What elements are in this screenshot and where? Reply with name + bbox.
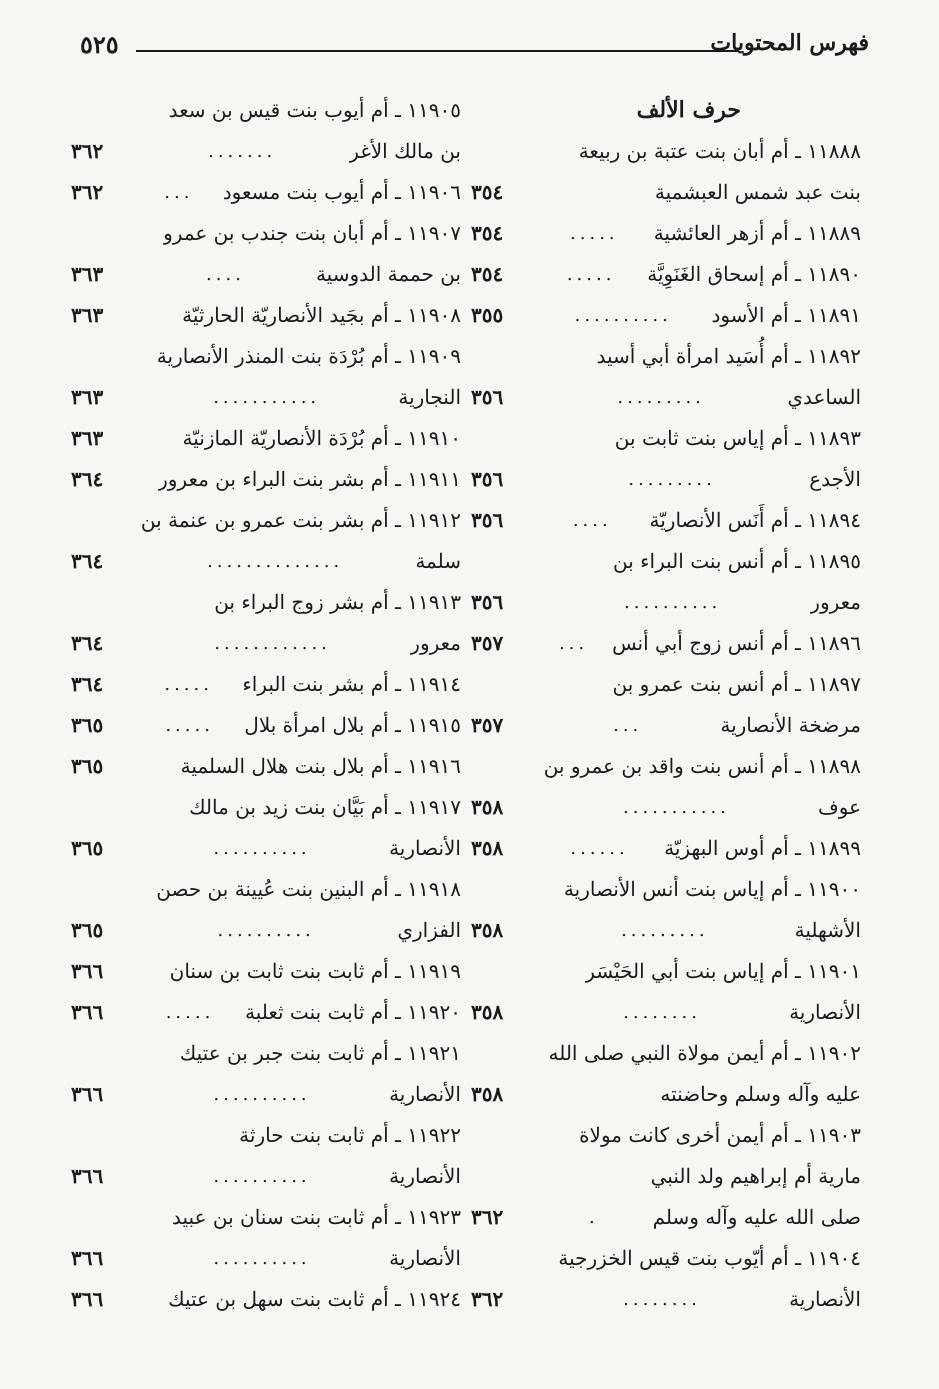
toc-entry-line xyxy=(71,787,461,828)
entry-text: ١١٩٢٠ ـ أم ثابت بنت ثعلبة xyxy=(244,1000,461,1024)
toc-entry-line xyxy=(471,1156,861,1197)
page-ref: ٣٥٦ xyxy=(471,467,504,491)
page-ref: ٣٦٦ xyxy=(71,1164,104,1188)
entry-text: الأنصارية xyxy=(789,1287,861,1311)
leader-dots: ......... xyxy=(617,387,705,408)
toc-entry-line xyxy=(71,664,461,705)
page-ref: ٣٦٣ xyxy=(71,262,104,286)
entry-text: ١١٨٩٦ ـ أم أنس زوج أبي أنس xyxy=(612,631,861,655)
page-ref: ٣٦٦ xyxy=(71,1082,104,1106)
toc-entry-line xyxy=(71,1279,461,1320)
running-title: فهرس المحتويات xyxy=(710,30,869,56)
page-ref: ٣٥٨ xyxy=(471,836,504,860)
entry-text: الأنصارية xyxy=(389,1164,461,1188)
toc-entry-line xyxy=(71,1156,461,1197)
leader-dots: .......... xyxy=(213,1166,311,1187)
leader-dots: ... xyxy=(558,633,589,654)
leader-dots: ........... xyxy=(213,387,321,408)
toc-entry-line xyxy=(71,1238,461,1279)
page-header xyxy=(70,22,869,62)
page-ref: ٣٥٨ xyxy=(471,918,504,942)
toc-entry-line xyxy=(471,910,861,951)
toc-entry-line xyxy=(71,705,461,746)
page-ref: ٣٦٥ xyxy=(71,754,104,778)
page-ref: ٣٦٢ xyxy=(471,1205,504,1229)
entry-text: ١١٩١٣ ـ أم بشر زوج البراء بن xyxy=(214,590,461,614)
entry-text: ١١٩٠٠ ـ أم إياس بنت أنس الأنصارية xyxy=(563,877,861,901)
leader-dots: .......... xyxy=(574,305,672,326)
toc-entry-line xyxy=(71,1115,461,1156)
toc-entry-line xyxy=(471,746,861,787)
page-ref: ٣٦٦ xyxy=(71,1000,104,1024)
page-ref: ٣٦٤ xyxy=(71,672,104,696)
entry-text: عليه وآله وسلم وحاضنته xyxy=(660,1082,861,1106)
toc-entry-line xyxy=(471,869,861,910)
entry-text: عوف xyxy=(818,795,861,819)
left-column xyxy=(71,90,461,1320)
entry-text: ١١٩١٧ ـ أم بَيَّان بنت زيد بن مالك xyxy=(189,795,461,819)
page-ref: ٣٥٦ xyxy=(471,590,504,614)
toc-entry-line xyxy=(471,1074,861,1115)
leader-dots: ....... xyxy=(208,141,277,162)
page-ref: ٣٦٦ xyxy=(71,1287,104,1311)
entry-text: ١١٨٩٨ ـ أم أنس بنت واقد بن عمرو بن xyxy=(543,754,861,778)
toc-entry-line xyxy=(471,951,861,992)
toc-entry-line xyxy=(71,254,461,295)
entry-text: ١١٩٠٣ ـ أم أيمن أخرى كانت مولاة xyxy=(579,1123,861,1147)
toc-entry-line xyxy=(71,377,461,418)
entry-text: ١١٩٠٢ ـ أم أيمن مولاة النبي صلى الله xyxy=(548,1041,861,1065)
entry-text: النجارية xyxy=(398,385,461,409)
page-ref: ٣٦٢ xyxy=(71,139,104,163)
page-ref: ٣٦٤ xyxy=(71,467,104,491)
page-ref: ٣٥٨ xyxy=(471,795,504,819)
entry-text: معرور xyxy=(810,590,861,614)
toc-entry-line xyxy=(71,500,461,541)
toc-entry-line xyxy=(471,828,861,869)
entry-text: ١١٩١٤ ـ أم بشر بنت البراء xyxy=(242,672,461,696)
page-ref: ٣٦٣ xyxy=(71,426,104,450)
entry-text: الأجدع xyxy=(809,467,861,491)
entry-text: ١١٩٠٦ ـ أم أيوب بنت مسعود xyxy=(222,180,461,204)
page-ref: ٣٦٢ xyxy=(471,1287,504,1311)
page-ref: ٣٥٨ xyxy=(471,1000,504,1024)
entry-text: الأشهلية xyxy=(794,918,861,942)
page-ref: ٣٥٦ xyxy=(471,385,504,409)
toc-entry-line xyxy=(471,1279,861,1320)
entry-text: بن مالك الأغر xyxy=(349,139,461,163)
toc-entry-line xyxy=(71,418,461,459)
toc-entry-line xyxy=(71,623,461,664)
toc-entry-line xyxy=(471,295,861,336)
toc-entry-line xyxy=(71,336,461,377)
page-ref: ٣٦٥ xyxy=(71,918,104,942)
toc-entry-line xyxy=(71,131,461,172)
toc-entry-line xyxy=(471,377,861,418)
leader-dots: ........ xyxy=(623,1002,701,1023)
entry-text: ١١٨٩٥ ـ أم أنس بنت البراء بن xyxy=(613,549,861,573)
leader-dots: .... xyxy=(572,510,612,531)
page-ref: ٣٥٨ xyxy=(471,1082,504,1106)
entry-text: سلمة xyxy=(415,549,461,573)
page-ref: ٣٦٣ xyxy=(71,303,104,327)
leader-dots: ............ xyxy=(214,633,331,654)
toc-entry-line xyxy=(471,500,861,541)
entry-text: ١١٩١٩ ـ أم ثابت بنت ثابت بن سنان xyxy=(169,959,461,983)
page-ref: ٣٦٤ xyxy=(71,549,104,573)
leader-dots: .......... xyxy=(213,838,311,859)
leader-dots: ..... xyxy=(570,223,619,244)
section-title: حرف الألف xyxy=(636,97,741,123)
toc-entry-line xyxy=(471,1115,861,1156)
page-ref: ٣٥٤ xyxy=(471,180,504,204)
entry-text: ١١٩٢٣ ـ أم ثابت بنت سنان بن عبيد xyxy=(172,1205,461,1229)
leader-dots: ...... xyxy=(570,838,629,859)
leader-dots: .............. xyxy=(207,551,344,572)
entry-text: ١١٨٩٣ ـ أم إياس بنت ثابت بن xyxy=(614,426,861,450)
toc-entry-line xyxy=(471,992,861,1033)
entry-text: الفزاري xyxy=(397,918,461,942)
entry-text: الأنصارية xyxy=(389,836,461,860)
entry-text: ١١٩٢٢ ـ أم ثابت بنت حارثة xyxy=(239,1123,461,1147)
leader-dots: .......... xyxy=(217,920,315,941)
entry-text: ١١٨٩٩ ـ أم أوس البهزيّة xyxy=(664,836,861,860)
toc-entry-line xyxy=(471,131,861,172)
leader-dots: ..... xyxy=(566,264,616,285)
leader-dots: ........... xyxy=(623,797,730,818)
toc-entry-line xyxy=(471,213,861,254)
entry-text: ١١٨٨٨ ـ أم أبان بنت عتبة بن ربيعة xyxy=(578,139,861,163)
toc-entry-line xyxy=(71,951,461,992)
page-ref: ٣٥٧ xyxy=(471,631,504,655)
toc-entry-line xyxy=(71,992,461,1033)
page-ref: ٣٥٤ xyxy=(471,221,504,245)
toc-entry-line xyxy=(71,1197,461,1238)
leader-dots: ..... xyxy=(164,674,213,695)
entry-text: ١١٩١٢ ـ أم بشر بنت عمرو بن عنمة بن xyxy=(140,508,461,532)
leader-dots: .......... xyxy=(213,1084,311,1105)
entry-text: ١١٩٢٤ ـ أم ثابت بنت سهل بن عتيك xyxy=(168,1287,461,1311)
entry-text: ١١٩٠٩ ـ أم بُرْدَة بنت المنذر الأنصارية xyxy=(156,344,461,368)
toc-entry-line xyxy=(471,705,861,746)
entry-text: معرور xyxy=(410,631,461,655)
leader-dots: ..... xyxy=(165,1002,215,1023)
entry-text: ١١٨٨٩ ـ أم أزهر العائشية xyxy=(653,221,861,245)
entry-text: ١١٩١٥ ـ أم بلال امرأة بلال xyxy=(244,713,461,737)
entry-text: ١١٨٩٠ ـ أم إسحاق الغَنَوِيَّة xyxy=(647,262,861,286)
leader-dots: ... xyxy=(164,182,194,203)
toc-entry-line xyxy=(471,623,861,664)
toc-entry-line xyxy=(471,254,861,295)
entry-text: ١١٩١١ ـ أم بشر بنت البراء بن معرور xyxy=(158,467,461,491)
entry-text: بن حممة الدوسية xyxy=(315,262,461,286)
right-column xyxy=(471,90,861,1320)
toc-entry-line xyxy=(71,459,461,500)
entry-text: ١١٩٠١ ـ أم إياس بنت أبي الحَيْسَر xyxy=(585,959,861,983)
entry-text: ١١٨٩٢ ـ أم أُسَيد امرأة أبي أسيد xyxy=(596,344,861,368)
entry-text: ١١٩١٠ ـ أم بُرْدَة الأنصاريّة المازنيّة xyxy=(182,426,461,450)
page-ref: ٣٦٦ xyxy=(71,959,104,983)
toc-entry-line xyxy=(71,172,461,213)
page-number: ٥٢٥ xyxy=(80,30,119,59)
entry-text: ١١٩٠٨ ـ أم بجَيد الأنصاريّة الحارثيّة xyxy=(182,303,461,327)
header-rule xyxy=(136,50,739,52)
page-ref: ٣٥٦ xyxy=(471,508,504,532)
entry-text: الأنصارية xyxy=(789,1000,861,1024)
toc-entry-line xyxy=(71,295,461,336)
entry-text: الأنصارية xyxy=(389,1082,461,1106)
entry-text: ١١٨٩٧ ـ أم أنس بنت عمرو بن xyxy=(612,672,861,696)
toc-entry-line xyxy=(471,172,861,213)
toc-entry-line xyxy=(471,1033,861,1074)
leader-dots: ..... xyxy=(165,715,214,736)
page-ref: ٣٦٢ xyxy=(71,180,104,204)
entry-text: مرضخة الأنصارية xyxy=(720,713,861,737)
entry-text: صلى الله عليه وآله وسلم xyxy=(652,1205,861,1229)
entry-text: ١١٩١٨ ـ أم البنين بنت عُيينة بن حصن xyxy=(156,877,461,901)
entry-text: ١١٨٩١ ـ أم الأسود xyxy=(711,303,861,327)
toc-entry-line xyxy=(71,213,461,254)
leader-dots: . xyxy=(588,1207,599,1228)
entry-text: ١١٩٠٧ ـ أم أبان بنت جندب بن عمرو xyxy=(163,221,461,245)
entry-text: الساعدي xyxy=(787,385,861,409)
toc-entry-line xyxy=(71,910,461,951)
toc-entry-line xyxy=(471,664,861,705)
toc-entry-line xyxy=(71,541,461,582)
page-ref: ٣٥٤ xyxy=(471,262,504,286)
page-ref: ٣٦٥ xyxy=(71,836,104,860)
entry-text: ١١٩١٦ ـ أم بلال بنت هلال السلمية xyxy=(180,754,461,778)
page-ref: ٣٥٧ xyxy=(471,713,504,737)
toc-entry-line xyxy=(71,1033,461,1074)
page-ref: ٣٦٣ xyxy=(71,385,104,409)
toc-entry-line xyxy=(471,1197,861,1238)
toc-entry-line xyxy=(471,541,861,582)
toc-entry-line xyxy=(71,746,461,787)
entry-text: ١١٨٩٤ ـ أم أَنَس الأنصاريّة xyxy=(649,508,861,532)
entry-text: الأنصارية xyxy=(389,1246,461,1270)
toc-entry-line xyxy=(471,582,861,623)
leader-dots: ........ xyxy=(623,1289,701,1310)
page-ref: ٣٦٤ xyxy=(71,631,104,655)
page-ref: ٣٥٥ xyxy=(471,303,504,327)
entry-text: مارية أم إبراهيم ولد النبي xyxy=(650,1164,861,1188)
toc-entry-line xyxy=(71,582,461,623)
entry-text: ١١٩٠٤ ـ أم أيّوب بنت قيس الخزرجية xyxy=(558,1246,861,1270)
toc-entry-line xyxy=(71,1074,461,1115)
entry-text: ١١٩٠٥ ـ أم أيوب بنت قيس بن سعد xyxy=(168,98,461,122)
toc-entry-line xyxy=(471,336,861,377)
page-ref: ٣٦٥ xyxy=(71,713,104,737)
entry-text: بنت عبد شمس العبشمية xyxy=(654,180,861,204)
toc-entry-line xyxy=(471,418,861,459)
toc-entry-line xyxy=(71,90,461,131)
toc-entry-line xyxy=(71,828,461,869)
leader-dots: ... xyxy=(613,715,643,736)
entry-text: ١١٩٢١ ـ أم ثابت بنت جبر بن عتيك xyxy=(179,1041,461,1065)
leader-dots: ......... xyxy=(628,469,716,490)
toc-entry-line xyxy=(471,459,861,500)
leader-dots: .......... xyxy=(624,592,722,613)
toc-entry-line xyxy=(471,787,861,828)
toc-entry-line xyxy=(471,1238,861,1279)
leader-dots: .......... xyxy=(213,1248,311,1269)
leader-dots: .... xyxy=(206,264,245,285)
toc-entry-line xyxy=(71,869,461,910)
page-ref: ٣٦٦ xyxy=(71,1246,104,1270)
leader-dots: ......... xyxy=(621,920,709,941)
